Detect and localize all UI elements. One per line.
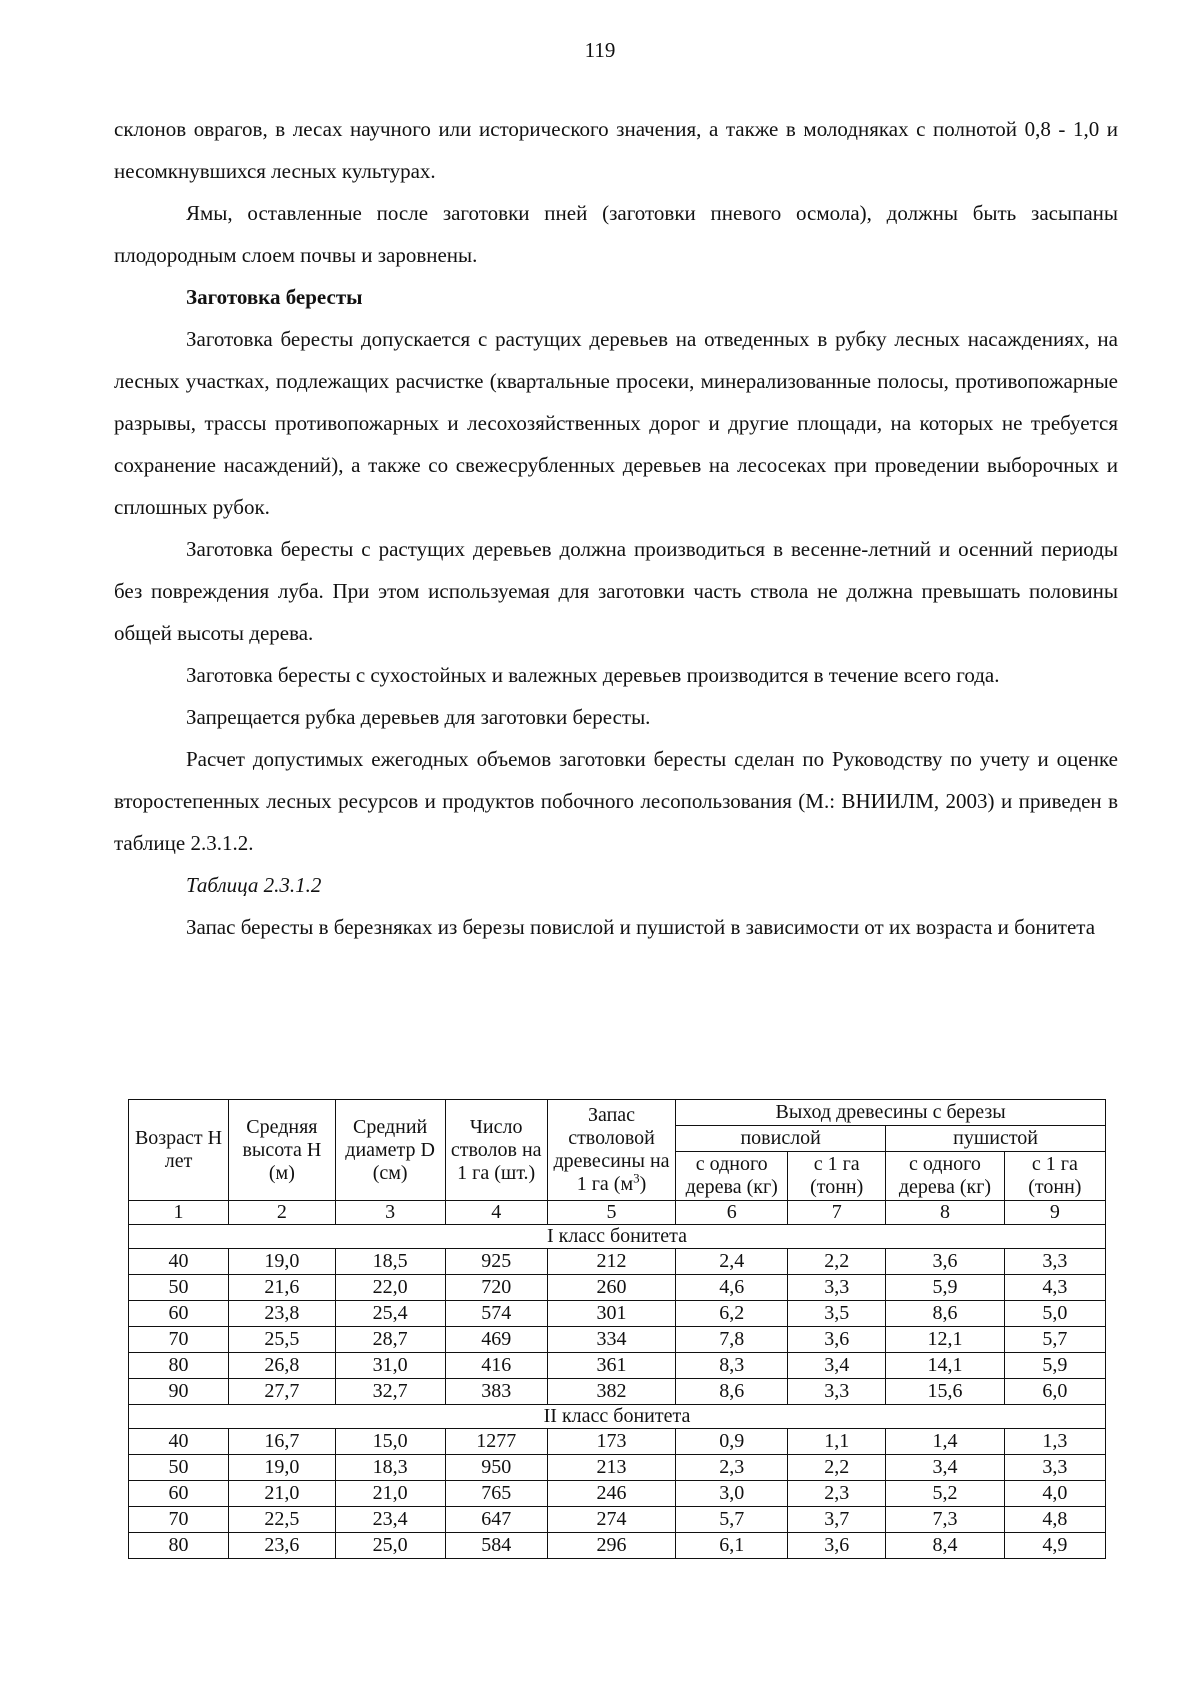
header-age: Возраст Н лет: [129, 1100, 229, 1201]
header-per-tree-pushistaya: с одного дерева (кг): [886, 1152, 1005, 1201]
table-cell: 3,4: [788, 1353, 886, 1379]
header-per-tree-povislaya: с одного дерева (кг): [676, 1152, 788, 1201]
table-cell: 382: [547, 1379, 675, 1405]
column-number: 1: [129, 1201, 229, 1225]
header-stock-close: ): [639, 1173, 647, 1195]
table-cell: 361: [547, 1353, 675, 1379]
table-cell: 3,3: [788, 1379, 886, 1405]
paragraph: Запрещается рубка деревьев для заготовки бересты.: [186, 705, 651, 729]
table-cell: 8,6: [886, 1301, 1005, 1327]
table-cell: 7,8: [676, 1327, 788, 1353]
table-cell: 7,3: [886, 1507, 1005, 1533]
table-cell: 26,8: [229, 1353, 336, 1379]
table-cell: 5,2: [886, 1481, 1005, 1507]
table-cell: 925: [445, 1249, 547, 1275]
table-cell: 12,1: [886, 1327, 1005, 1353]
table-cell: 18,3: [335, 1455, 445, 1481]
table-cell: 3,3: [1004, 1249, 1105, 1275]
table-row: [129, 1507, 1106, 1533]
paragraph: Заготовка бересты с растущих деревьев должна производиться в весенне-летний и осенний периоды без повреждения луба. При этом используемая для заготовки часть ствола не должна превышать половины общей высоты дерева.: [114, 537, 1118, 645]
table-cell: 22,0: [335, 1275, 445, 1301]
table-cell: 246: [547, 1481, 675, 1507]
table-cell: 574: [445, 1301, 547, 1327]
table-cell: 25,4: [335, 1301, 445, 1327]
class-group-title: II класс бонитета: [129, 1405, 1106, 1429]
table-cell: 5,7: [1004, 1327, 1105, 1353]
header-stock-text: Запас стволовой древесины на 1 га (м: [553, 1104, 670, 1195]
table-cell: 3,4: [886, 1455, 1005, 1481]
header-output: Выход древесины с березы: [676, 1100, 1106, 1126]
table-cell: 18,5: [335, 1249, 445, 1275]
table-cell: 301: [547, 1301, 675, 1327]
table-cell: 173: [547, 1429, 675, 1455]
table-cell: 213: [547, 1455, 675, 1481]
table-cell: 416: [445, 1353, 547, 1379]
header-stock: [547, 1100, 675, 1201]
table-cell: 3,6: [886, 1249, 1005, 1275]
document-body: [114, 108, 1118, 948]
table-cell: 0,9: [676, 1429, 788, 1455]
table-cell: 3,3: [1004, 1455, 1105, 1481]
table-row: [129, 1353, 1106, 1379]
table-cell: 27,7: [229, 1379, 336, 1405]
table-cell: 334: [547, 1327, 675, 1353]
table-cell: 28,7: [335, 1327, 445, 1353]
table-cell: 1277: [445, 1429, 547, 1455]
table-cell: 2,2: [788, 1249, 886, 1275]
table-cell: 2,2: [788, 1455, 886, 1481]
page-number: 119: [584, 38, 616, 62]
table-row: [129, 1379, 1106, 1405]
table-cell: 70: [129, 1327, 229, 1353]
table-cell: 15,6: [886, 1379, 1005, 1405]
table-cell: 8,4: [886, 1533, 1005, 1559]
table-cell: 5,7: [676, 1507, 788, 1533]
header-povislaya: повислой: [676, 1126, 886, 1152]
table-cell: 40: [129, 1429, 229, 1455]
column-number: 7: [788, 1201, 886, 1225]
table-cell: 21,0: [335, 1481, 445, 1507]
class-group-row: [129, 1225, 1106, 1249]
table-cell: 3,6: [788, 1533, 886, 1559]
table-cell: 1,4: [886, 1429, 1005, 1455]
table-cell: 21,6: [229, 1275, 336, 1301]
table-cell: 3,0: [676, 1481, 788, 1507]
table-cell: 15,0: [335, 1429, 445, 1455]
paragraph: Заготовка бересты допускается с растущих деревьев на отведенных в рубку лесных насаждениях, на лесных участках, подлежащих расчистке (квартальные просеки, минерализованные полосы, противопожарные разрывы, трассы противопожарных и лесохозяйственных дорог и другие площади, на которых не требуется сохранение насаждений), а также со свежесрубленных деревьев на лесосеках при проведении выборочных и сплошных рубок.: [114, 327, 1118, 519]
table-cell: 584: [445, 1533, 547, 1559]
column-number: 9: [1004, 1201, 1105, 1225]
table-cell: 19,0: [229, 1455, 336, 1481]
section-heading: Заготовка бересты: [186, 285, 363, 309]
table-cell: 4,3: [1004, 1275, 1105, 1301]
table-cell: 1,1: [788, 1429, 886, 1455]
column-number: 4: [445, 1201, 547, 1225]
table-cell: 22,5: [229, 1507, 336, 1533]
header-stock-sup: 3: [633, 1170, 640, 1186]
table-cell: 14,1: [886, 1353, 1005, 1379]
table-cell: 3,3: [788, 1275, 886, 1301]
table-cell: 80: [129, 1353, 229, 1379]
table-cell: 260: [547, 1275, 675, 1301]
table-cell: 70: [129, 1507, 229, 1533]
paragraph: склонов оврагов, в лесах научного или исторического значения, а также в молодняках с полнотой 0,8 - 1,0 и несомкнувшихся лесных культурах.: [114, 117, 1118, 183]
table-cell: 274: [547, 1507, 675, 1533]
column-number: 2: [229, 1201, 336, 1225]
header-diameter: Средний диаметр D (см): [335, 1100, 445, 1201]
table-cell: 6,1: [676, 1533, 788, 1559]
column-number-row: [129, 1201, 1106, 1225]
table-body: [129, 1225, 1106, 1559]
table-cell: 6,0: [1004, 1379, 1105, 1405]
table-cell: 2,3: [788, 1481, 886, 1507]
column-number: 3: [335, 1201, 445, 1225]
table-cell: 212: [547, 1249, 675, 1275]
table-cell: 25,5: [229, 1327, 336, 1353]
table-cell: 60: [129, 1301, 229, 1327]
table-cell: 469: [445, 1327, 547, 1353]
column-number: 6: [676, 1201, 788, 1225]
birch-bark-stock-table: [128, 1099, 1106, 1559]
table-cell: 6,2: [676, 1301, 788, 1327]
table-cell: 32,7: [335, 1379, 445, 1405]
table-cell: 2,4: [676, 1249, 788, 1275]
table-cell: 31,0: [335, 1353, 445, 1379]
table-cell: 3,7: [788, 1507, 886, 1533]
table-cell: 23,6: [229, 1533, 336, 1559]
table-caption: Запас бересты в березняках из березы повислой и пушистой в зависимости от их возраста и бонитета: [186, 915, 1096, 939]
table-row: [129, 1533, 1106, 1559]
table-cell: 19,0: [229, 1249, 336, 1275]
header-per-ha-pushistaya: с 1 га (тонн): [1004, 1152, 1105, 1201]
table-cell: 1,3: [1004, 1429, 1105, 1455]
table-cell: 2,3: [676, 1455, 788, 1481]
table-cell: 8,6: [676, 1379, 788, 1405]
paragraph: Ямы, оставленные после заготовки пней (заготовки пневого осмола), должны быть засыпаны плодородным слоем почвы и заровнены.: [114, 201, 1118, 267]
table-cell: 21,0: [229, 1481, 336, 1507]
table-cell: 25,0: [335, 1533, 445, 1559]
table-row: [129, 1301, 1106, 1327]
table-cell: 4,6: [676, 1275, 788, 1301]
table-label: Таблица 2.3.1.2: [186, 873, 322, 897]
table-cell: 383: [445, 1379, 547, 1405]
class-group-title: I класс бонитета: [129, 1225, 1106, 1249]
table-cell: 647: [445, 1507, 547, 1533]
header-height: Средняя высота Н (м): [229, 1100, 336, 1201]
table-cell: 23,4: [335, 1507, 445, 1533]
table-cell: 296: [547, 1533, 675, 1559]
table-cell: 5,9: [1004, 1353, 1105, 1379]
table-cell: 4,8: [1004, 1507, 1105, 1533]
table-row: [129, 1481, 1106, 1507]
table-cell: 90: [129, 1379, 229, 1405]
table-row: [129, 1429, 1106, 1455]
table-cell: 16,7: [229, 1429, 336, 1455]
table-row: [129, 1275, 1106, 1301]
table-cell: 5,9: [886, 1275, 1005, 1301]
header-pushistaya: пушистой: [886, 1126, 1106, 1152]
header-trunks: Число стволов на 1 га (шт.): [445, 1100, 547, 1201]
paragraph: Заготовка бересты с сухостойных и валежных деревьев производится в течение всего года.: [186, 663, 1000, 687]
table-cell: 50: [129, 1455, 229, 1481]
table-cell: 720: [445, 1275, 547, 1301]
table-row: [129, 1327, 1106, 1353]
table-cell: 80: [129, 1533, 229, 1559]
table-cell: 4,0: [1004, 1481, 1105, 1507]
table-cell: 3,5: [788, 1301, 886, 1327]
table-cell: 950: [445, 1455, 547, 1481]
table-cell: 60: [129, 1481, 229, 1507]
table-row: [129, 1455, 1106, 1481]
table-row: [129, 1249, 1106, 1275]
table-cell: 5,0: [1004, 1301, 1105, 1327]
column-number: 5: [547, 1201, 675, 1225]
column-number: 8: [886, 1201, 1005, 1225]
table-cell: 40: [129, 1249, 229, 1275]
class-group-row: [129, 1405, 1106, 1429]
header-per-ha-povislaya: с 1 га (тонн): [788, 1152, 886, 1201]
table-cell: 3,6: [788, 1327, 886, 1353]
table-cell: 50: [129, 1275, 229, 1301]
table-cell: 4,9: [1004, 1533, 1105, 1559]
paragraph: Расчет допустимых ежегодных объемов заготовки бересты сделан по Руководству по учету и оценке второстепенных лесных ресурсов и продуктов побочного лесопользования (М.: ВНИИЛМ, 2003) и приведен в таблице 2.3.1.2.: [114, 747, 1118, 855]
table-cell: 765: [445, 1481, 547, 1507]
table-cell: 8,3: [676, 1353, 788, 1379]
table-cell: 23,8: [229, 1301, 336, 1327]
